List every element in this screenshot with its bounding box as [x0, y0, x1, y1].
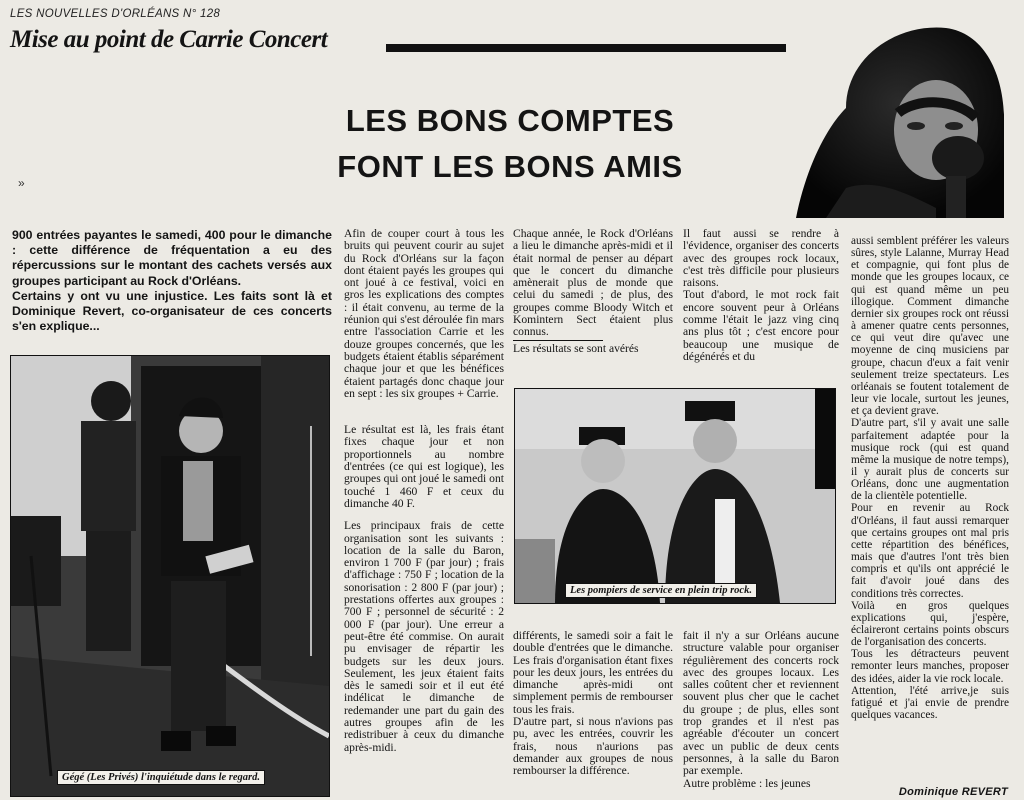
col4-paragraph-2: D'autre part, s'il y avait une salle parfaitement adaptée pour la musique rock (qui est quand même la musique de notre temps), il y aurait plus de concerts sur Orléans, donc une augmentation de la clientèle potentielle. [851, 417, 1009, 503]
headline [300, 98, 720, 190]
margin-mark: » [18, 176, 25, 190]
col2-paragraph-3: différents, le samedi soir a fait le double d'entrées que le dimanche. Les frais d'organisation étant fixes pour les deux jours, les entrées du dimanche après-midi ont simplement permis de rembourser tous les frais. [513, 629, 673, 716]
photo-singer [786, 18, 1004, 218]
column-3-top [683, 228, 839, 363]
photo-singer-image [786, 18, 1004, 218]
headline-line-2: FONT LES BONS AMIS [337, 149, 683, 184]
col2-paragraph-2: Les résultats se sont avérés [513, 341, 639, 355]
col4-paragraph-4: Voilà en gros quelques explications qui, j'espère, éclaireront certains points obscurs de l'organisation des concerts. [851, 599, 1009, 649]
col1-paragraph-1: Afin de couper court à tous les bruits qui peuvent courir au sujet du Rock d'Orléans sur la façon dont étaient payés les groupes qui ont joué à ce festival, voici en gros les explications des comptes : il était convenu, au terme de la réunion qui s'est déroulée fin mars entre l'association Carrie et les douze groupes concernés, que les budgets étaient établis séparément chaque jour et que les bénéfices étaient partagés donc chaque jour en sept : les six groupes + Carrie. [344, 227, 504, 400]
masthead: LES NOUVELLES D'ORLÉANS N° 128 [10, 8, 221, 20]
col3-paragraph-4: Autre problème : les jeunes [683, 776, 811, 790]
col2-paragraph-4: D'autre part, si nous n'avions pas pu, avec les entrées, couvrir les frais, nous n'aurions pas demander aux groupes de nous rembourser la différence. [513, 715, 673, 778]
col2-paragraph-1: Chaque année, le Rock d'Orléans a lieu le dimanche après-midi et il était normal de penser au départ que le concert du dimanche amènerait plus de monde que celui du samedi ; de plus, des groupes comme Bloody Witch et Komintern Sect étaient plus connus. [513, 227, 673, 339]
lead-paragraph [12, 228, 332, 334]
column-4 [851, 235, 1009, 721]
col3-paragraph-2: Tout d'abord, le mot rock fait encore souvent peur à Orléans comme l'était le jazz ving cinq ans plus tôt ; c'est encore pour beaucoup une musique de dégénérés et du [683, 288, 839, 363]
col4-paragraph-3: Pour en revenir au Rock d'Orléans, il faut aussi remarquer que certains groupes ont mal pris cette répartition des bénéfices, mais que d'autres l'ont très bien compris et qu'ils ont apprécié le fait d'avoir joué dans des conditions très correctes. [851, 502, 1009, 600]
col1-paragraph-3: Les principaux frais de cette organisation sont les suivants : location de la salle du Baron, environ 1 700 F (par jour) ; frais d'affichage : 750 F ; location de la sonorisation : 2 800 F (par jour) ; prestations offertes aux groupes : 700 F ; personnel de sécurité : 2 000 F (par jour). Une erreur a peut-être été commise. On aurait pu envisager de répartir les budgets sur les deux jours. Seulement, les jeux étaient faits dès le samedi soir et il eut été indélicat le dimanche de redemander une part du gain des autres groupes afin de les redistribuer à ceux du dimanche après-midi. [344, 519, 504, 754]
photo-firemen-image [515, 389, 835, 603]
photo-band [10, 355, 330, 797]
col2-rule [513, 340, 603, 341]
caption-band: Gégé (Les Privés) l'inquiétude dans le regard. [57, 770, 265, 785]
column-3-bottom [683, 630, 839, 790]
lead-line-1: 900 entrées payantes le samedi, 400 pour le dimanche : cette différence de fréquentation a eu des répercussions sur le montant des cachets versés aux groupes participant au Rock d'Orléans. [12, 228, 332, 288]
column-2-bottom [513, 630, 673, 778]
column-2-top [513, 228, 673, 355]
photo-band-image [11, 356, 329, 796]
col1-paragraph-2: Le résultat est là, les frais étant fixes chaque jour et non proportionnels au nombre d'entrées (ce qui est logique), les groupes qui ont joué le samedi ont touché 1 460 F et ceux du dimanche 40 F. [344, 423, 504, 510]
col4-paragraph-5: Tous les détracteurs peuvent remonter leurs manches, proposer des idées, aider la vie rock locale. [851, 648, 1009, 685]
lead-line-2: Certains y ont vu une injustice. Les faits sont là et Dominique Revert, co-organisateur de ces concerts s'en explique... [12, 288, 332, 334]
section-title: Mise au point de Carrie Concert [10, 26, 328, 53]
column-1 [344, 228, 504, 754]
photo-firemen [514, 388, 836, 604]
col3-paragraph-1: Il faut aussi se rendre à l'évidence, organiser des concerts avec des groupes rock locaux, c'est très difficile pour plusieurs raisons. [683, 227, 839, 290]
col4-paragraph-6: Attention, l'été arrive,je suis fatigué et j'ai envie de prendre quelques vacances. [851, 684, 1009, 722]
col4-paragraph-1: aussi semblent préférer les valeurs sûres, style Lalanne, Murray Head et compagnie, qui font plus de monde que les groupes locaux, ce qui est quand même un peu illogique. Comment dimanche dernier six groupes rock ont réussi à amener quatre cents personnes, ce qui veut dire qu'avec une moyenne de cinq musiciens par groupe, chacun d'eux a fait venir seulement treize spectateurs. Les orléanais se foutent totalement de leur vie locale, surtout les jeunes, et ça devient grave. [851, 235, 1009, 418]
col3-paragraph-3: fait il n'y a sur Orléans aucune structure valable pour organiser régulièrement des concerts rock avec des groupes locaux. Les salles coûtent cher et reviennent souvent plus cher que le cachet du groupe ; de plus, elles sont trop grandes et il n'est pas agréable d'écouter un concert avec un public de deux cents personnes, à la salle du Baron par exemple. [683, 629, 839, 778]
headline-line-1: LES BONS COMPTES [345, 103, 675, 138]
caption-firemen: Les pompiers de service en plein trip rock. [565, 583, 757, 598]
signature: Dominique REVERT [898, 786, 1008, 798]
